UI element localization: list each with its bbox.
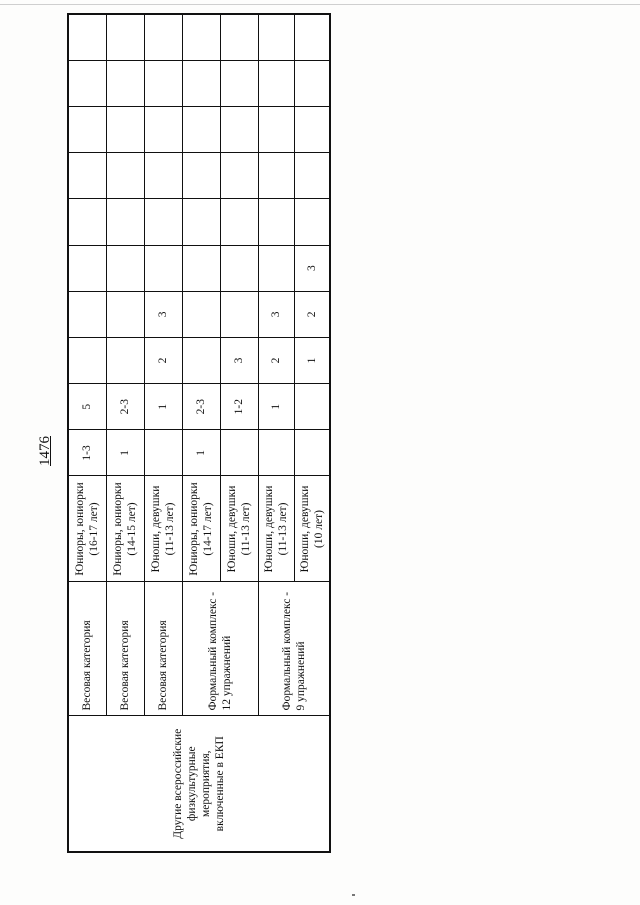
value-cell xyxy=(258,14,294,60)
value-cell xyxy=(182,291,220,337)
value-cell xyxy=(258,107,294,153)
value-cell xyxy=(220,199,258,245)
value-cell: 1-3 xyxy=(68,430,106,476)
value-cell xyxy=(144,245,182,291)
value-cell xyxy=(106,107,144,153)
value-cell: 2-3 xyxy=(106,384,144,430)
value-cell xyxy=(294,107,330,153)
value-cell xyxy=(220,291,258,337)
value-cell: 1 xyxy=(182,430,220,476)
value-cell xyxy=(182,245,220,291)
value-cell xyxy=(220,430,258,476)
value-cell xyxy=(294,60,330,106)
value-cell xyxy=(182,199,220,245)
value-cell: 2 xyxy=(144,337,182,383)
value-cell xyxy=(68,337,106,383)
page-top-rule xyxy=(0,4,640,5)
value-cell: 1 xyxy=(144,384,182,430)
value-cell xyxy=(68,199,106,245)
value-cell xyxy=(182,107,220,153)
value-cell xyxy=(144,60,182,106)
value-cell xyxy=(144,107,182,153)
value-cell xyxy=(220,245,258,291)
value-cell xyxy=(294,14,330,60)
value-cell xyxy=(258,430,294,476)
discipline-cell: Весовая категория xyxy=(106,582,144,716)
value-cell xyxy=(294,199,330,245)
rotated-page-content xyxy=(37,63,329,853)
scan-speck xyxy=(352,894,355,896)
value-cell: 1 xyxy=(294,337,330,383)
value-cell: 1-2 xyxy=(220,384,258,430)
value-cell xyxy=(294,430,330,476)
age-group-cell: Юниоры, юниорки (14-15 лет) xyxy=(106,476,144,582)
table-row xyxy=(68,14,106,852)
value-cell xyxy=(106,14,144,60)
value-cell xyxy=(106,153,144,199)
age-group-cell: Юниоры, юниорки (16-17 лет) xyxy=(68,476,106,582)
value-cell: 3 xyxy=(220,337,258,383)
value-cell xyxy=(106,60,144,106)
value-cell xyxy=(144,153,182,199)
value-cell xyxy=(68,14,106,60)
value-cell: 5 xyxy=(68,384,106,430)
age-group-cell: Юноши, девушки (11-13 лет) xyxy=(258,476,294,582)
value-cell xyxy=(182,153,220,199)
event-cell: Другие всероссийские физкультурные мероприятия, включенные в ЕКП xyxy=(68,716,330,852)
value-cell: 2-3 xyxy=(182,384,220,430)
value-cell xyxy=(258,60,294,106)
value-cell xyxy=(68,245,106,291)
age-group-cell: Юноши, девушки (11-13 лет) xyxy=(220,476,258,582)
discipline-cell: Весовая категория xyxy=(144,582,182,716)
value-cell xyxy=(106,245,144,291)
value-cell xyxy=(294,384,330,430)
value-cell xyxy=(68,60,106,106)
discipline-cell: Формальный комплекс - 12 упражнений xyxy=(182,582,258,716)
rank-table xyxy=(67,13,331,853)
value-cell xyxy=(106,291,144,337)
discipline-cell: Весовая категория xyxy=(68,582,106,716)
value-cell xyxy=(68,291,106,337)
value-cell xyxy=(294,153,330,199)
age-group-cell: Юноши, девушки (10 лет) xyxy=(294,476,330,582)
value-cell xyxy=(68,153,106,199)
value-cell: 3 xyxy=(294,245,330,291)
value-cell: 3 xyxy=(258,291,294,337)
value-cell xyxy=(182,337,220,383)
value-cell xyxy=(220,153,258,199)
value-cell xyxy=(106,337,144,383)
discipline-cell: Формальный комплекс - 9 упражнений xyxy=(258,582,330,716)
value-cell xyxy=(182,60,220,106)
value-cell xyxy=(144,430,182,476)
value-cell: 2 xyxy=(258,337,294,383)
value-cell xyxy=(220,14,258,60)
value-cell xyxy=(258,245,294,291)
value-cell xyxy=(144,199,182,245)
value-cell xyxy=(182,14,220,60)
page-number: 1476 xyxy=(37,436,53,466)
value-cell xyxy=(106,199,144,245)
value-cell: 1 xyxy=(258,384,294,430)
value-cell xyxy=(258,153,294,199)
value-cell: 3 xyxy=(144,291,182,337)
value-cell xyxy=(144,14,182,60)
value-cell xyxy=(68,107,106,153)
value-cell xyxy=(258,199,294,245)
value-cell: 2 xyxy=(294,291,330,337)
age-group-cell: Юниоры, юниорки (14-17 лет) xyxy=(182,476,220,582)
age-group-cell: Юноши, девушки (11-13 лет) xyxy=(144,476,182,582)
value-cell: 1 xyxy=(106,430,144,476)
value-cell xyxy=(220,107,258,153)
value-cell xyxy=(220,60,258,106)
